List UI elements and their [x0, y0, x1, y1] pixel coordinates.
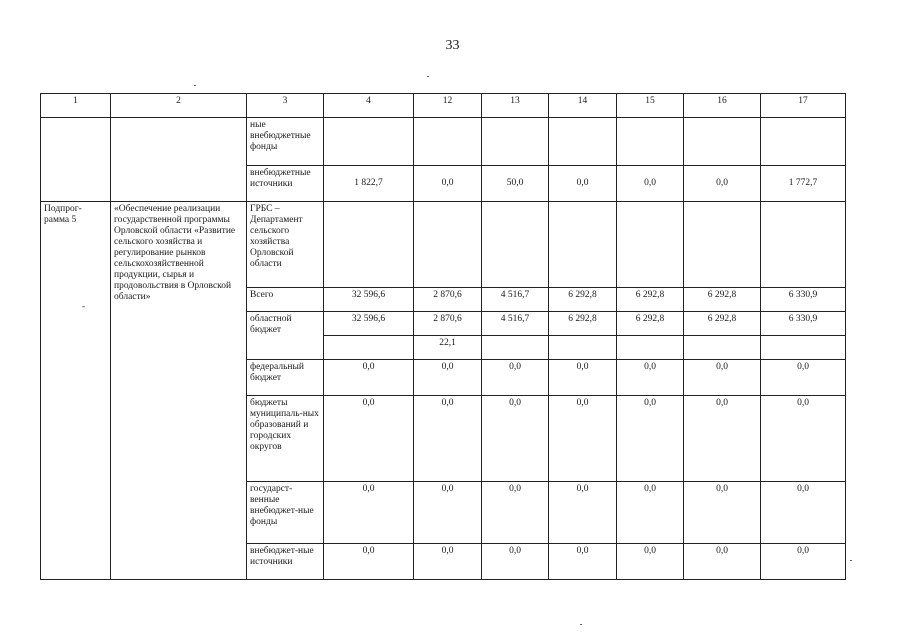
- subprogram-code-cell: [41, 202, 111, 580]
- value-cell: [549, 118, 617, 166]
- extra-value-cell: 22,1: [414, 336, 482, 360]
- value-cell: [761, 202, 846, 288]
- value-cell: 0,0: [761, 360, 846, 396]
- value-cell: 0,0: [482, 544, 549, 580]
- table-row: [41, 118, 846, 166]
- header-cell: 13: [482, 94, 549, 118]
- value-cell: 0,0: [617, 360, 684, 396]
- value-cell: [324, 202, 414, 288]
- value-cell: 0,0: [549, 166, 617, 202]
- value-cell: 0,0: [324, 544, 414, 580]
- value-cell: 0,0: [684, 166, 761, 202]
- value-cell: [414, 118, 482, 166]
- program-code-cell: [41, 118, 111, 202]
- header-cell: 1: [41, 94, 111, 118]
- value-cell: [549, 202, 617, 288]
- value-cell: 1 822,7: [324, 166, 414, 202]
- header-cell: 16: [684, 94, 761, 118]
- value-cell: 0,0: [482, 360, 549, 396]
- header-cell: 14: [549, 94, 617, 118]
- value-cell: 32 596,6: [324, 312, 414, 336]
- value-cell: 0,0: [549, 360, 617, 396]
- value-cell: 2 870,6: [414, 312, 482, 336]
- value-cell: 0,0: [414, 396, 482, 482]
- value-cell: 0,0: [617, 544, 684, 580]
- value-cell: 6 292,8: [549, 312, 617, 336]
- value-cell: 0,0: [324, 482, 414, 544]
- value-cell: 6 292,8: [549, 288, 617, 312]
- value-cell: 50,0: [482, 166, 549, 202]
- funding-source-cell: федеральный бюджет: [247, 360, 324, 396]
- value-cell: 4 516,7: [482, 288, 549, 312]
- value-cell: 0,0: [761, 544, 846, 580]
- value-cell: [684, 202, 761, 288]
- value-cell: [482, 118, 549, 166]
- funding-source-cell: Всего: [247, 288, 324, 312]
- scan-speck: [580, 624, 582, 625]
- value-cell: 0,0: [761, 482, 846, 544]
- value-cell: 0,0: [617, 482, 684, 544]
- header-cell: 12: [414, 94, 482, 118]
- funding-source-cell: областной бюджет: [247, 312, 324, 360]
- value-cell: 32 596,6: [324, 288, 414, 312]
- value-cell: 6 292,8: [617, 288, 684, 312]
- value-cell: 0,0: [549, 396, 617, 482]
- header-row: [41, 94, 846, 118]
- page-number: 33: [445, 38, 460, 53]
- empty-cell: [549, 336, 617, 360]
- table-row: [41, 202, 846, 288]
- empty-cell: [482, 336, 549, 360]
- funding-source-cell: внебюджетные источники: [247, 166, 324, 202]
- value-cell: 0,0: [324, 360, 414, 396]
- value-cell: [482, 202, 549, 288]
- value-cell: 0,0: [482, 482, 549, 544]
- value-cell: 0,0: [414, 544, 482, 580]
- empty-cell: [617, 336, 684, 360]
- program-name-cell: [111, 118, 247, 202]
- value-cell: [761, 118, 846, 166]
- value-cell: [617, 118, 684, 166]
- subprogram-name-cell: «Обеспечение реализации государственной программы Орловской области «Развитие сельского хозяйства и регулирование рынков сельскохозяйственной продукции, сырья и продовольствия в Орловской области»: [111, 202, 247, 580]
- value-cell: 1 772,7: [761, 166, 846, 202]
- scan-speck: [427, 76, 429, 77]
- empty-cell: [324, 336, 414, 360]
- header-cell: 17: [761, 94, 846, 118]
- subprogram-code: Подпрог-рамма 5: [44, 204, 82, 225]
- funding-source-cell: внебюджет-ные источники: [247, 544, 324, 580]
- empty-cell: [684, 336, 761, 360]
- value-cell: [617, 202, 684, 288]
- value-cell: 6 292,8: [684, 288, 761, 312]
- value-cell: 0,0: [684, 482, 761, 544]
- value-cell: 0,0: [414, 360, 482, 396]
- value-cell: 0,0: [684, 544, 761, 580]
- value-cell: 2 870,6: [414, 288, 482, 312]
- value-cell: 6 292,8: [617, 312, 684, 336]
- value-cell: 0,0: [414, 166, 482, 202]
- header-cell: 15: [617, 94, 684, 118]
- value-cell: 0,0: [684, 396, 761, 482]
- value-cell: 0,0: [761, 396, 846, 482]
- header-cell: 4: [324, 94, 414, 118]
- value-cell: 0,0: [617, 396, 684, 482]
- value-cell: 4 516,7: [482, 312, 549, 336]
- value-cell: 0,0: [549, 544, 617, 580]
- scan-speck: [194, 85, 196, 86]
- funding-source-cell: государст-венные внебюджет-ные фонды: [247, 482, 324, 544]
- value-cell: 6 330,9: [761, 288, 846, 312]
- funding-source-cell: бюджеты муниципаль-ных образований и городских округов: [247, 396, 324, 482]
- value-cell: [414, 202, 482, 288]
- value-cell: [324, 118, 414, 166]
- value-cell: 0,0: [549, 482, 617, 544]
- value-cell: 0,0: [324, 396, 414, 482]
- header-cell: 2: [111, 94, 247, 118]
- scan-speck: [850, 560, 852, 561]
- empty-cell: [761, 336, 846, 360]
- funding-source-cell: ГРБС – Департамент сельского хозяйства Орловской области: [247, 202, 324, 288]
- value-cell: 0,0: [414, 482, 482, 544]
- subprogram-dash: -: [82, 302, 86, 312]
- funding-source-cell: ные внебюджетные фонды: [247, 118, 324, 166]
- value-cell: 0,0: [617, 166, 684, 202]
- value-cell: 6 292,8: [684, 312, 761, 336]
- value-cell: 6 330,9: [761, 312, 846, 336]
- value-cell: 0,0: [482, 396, 549, 482]
- header-cell: 3: [247, 94, 324, 118]
- value-cell: [684, 118, 761, 166]
- value-cell: 0,0: [684, 360, 761, 396]
- budget-table: [40, 93, 846, 580]
